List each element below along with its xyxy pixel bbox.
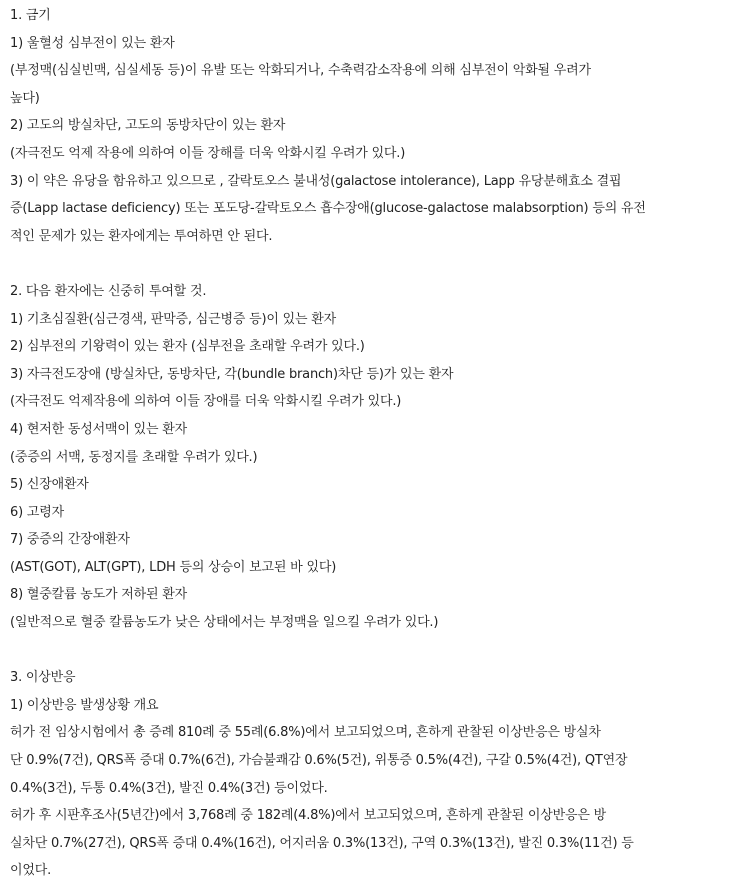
blank-line	[10, 637, 752, 665]
text-line: (중증의 서맥, 동정지를 초래할 우려가 있다.)	[10, 449, 258, 465]
text-line: 3) 이 약은 유당을 함유하고 있으므로 , 갈락토오스 불내성(galactose intolerance), Lapp 유당분해효소 결핍	[10, 173, 622, 189]
text-line: 1) 울혈성 심부전이 있는 환자	[10, 35, 175, 51]
text-line: (부정맥(심실빈맥, 심실세동 등)이 유발 또는 악화되거나, 수축력감소작용에 의해 심부전이 악화될 우려가	[10, 63, 591, 79]
section-heading: 2. 다음 환자에는 신중히 투여할 것.	[10, 283, 207, 299]
text-line: 증(Lapp lactase deficiency) 또는 포도당-갈락토오스 흡수장애(glucose-galactose malabsorption) 등의 유전	[10, 201, 646, 217]
text-line: 단 0.9%(7건), QRS폭 증대 0.7%(6건), 가슴불쾌감 0.6%(5건), 위통증 0.5%(4건), 구갈 0.5%(4건), QT연장	[10, 753, 628, 769]
text-line: 1) 기초심질환(심근경색, 판막증, 심근병증 등)이 있는 환자	[10, 311, 337, 327]
text-line: 3) 자극전도장애 (방실차단, 동방차단, 각(bundle branch)차단 등)가 있는 환자	[10, 366, 454, 382]
text-line: 6) 고령자	[10, 504, 64, 520]
text-line: (자극전도 억제작용에 의하여 이들 장애를 더욱 악화시킬 우려가 있다.)	[10, 394, 402, 410]
text-line: 허가 후 시판후조사(5년간)에서 3,768례 중 182례(4.8%)에서 보고되었으며, 흔하게 관찰된 이상반응은 방	[10, 808, 607, 824]
text-line: 8) 혈중칼륨 농도가 저하된 환자	[10, 587, 187, 603]
text-line: (일반적으로 혈중 칼륨농도가 낮은 상태에서는 부정맥을 일으킬 우려가 있다.)	[10, 615, 439, 631]
section-contraindications	[10, 2, 752, 250]
text-line: (자극전도 억제 작용에 의하여 이들 장해를 더욱 악화시킬 우려가 있다.)	[10, 145, 406, 161]
text-line: 5) 신장애환자	[10, 477, 89, 493]
section-adverse-reactions	[10, 664, 752, 885]
text-line: 2) 고도의 방실차단, 고도의 동방차단이 있는 환자	[10, 118, 286, 134]
section-heading: 1. 금기	[10, 8, 51, 23]
text-line: 실차단 0.7%(27건), QRS폭 증대 0.4%(16건), 어지러움 0.3%(13건), 구역 0.3%(13건), 발진 0.3%(11건) 등	[10, 835, 634, 851]
text-line: 2) 심부전의 기왕력이 있는 환자 (심부전을 초래할 우려가 있다.)	[10, 339, 365, 355]
text-line: 높다)	[10, 90, 40, 106]
text-line: (AST(GOT), ALT(GPT), LDH 등의 상승이 보고된 바 있다)	[10, 559, 337, 575]
text-line: 0.4%(3건), 두통 0.4%(3건), 발진 0.4%(3건) 등이었다.	[10, 780, 328, 796]
section-precautions	[10, 278, 752, 637]
text-line: 허가 전 임상시험에서 총 증례 810례 중 55례(6.8%)에서 보고되었으며, 흔하게 관찰된 이상반응은 방실차	[10, 725, 601, 741]
blank-line	[10, 250, 752, 278]
text-line: 7) 중증의 간장애환자	[10, 532, 130, 548]
text-line: 1) 이상반응 발생상황 개요	[10, 697, 159, 713]
text-line: 4) 현저한 동성서맥이 있는 환자	[10, 421, 187, 437]
section-heading: 3. 이상반응	[10, 670, 76, 686]
text-line: 이었다.	[10, 863, 52, 879]
text-line: 적인 문제가 있는 환자에게는 투여하면 안 된다.	[10, 228, 273, 244]
